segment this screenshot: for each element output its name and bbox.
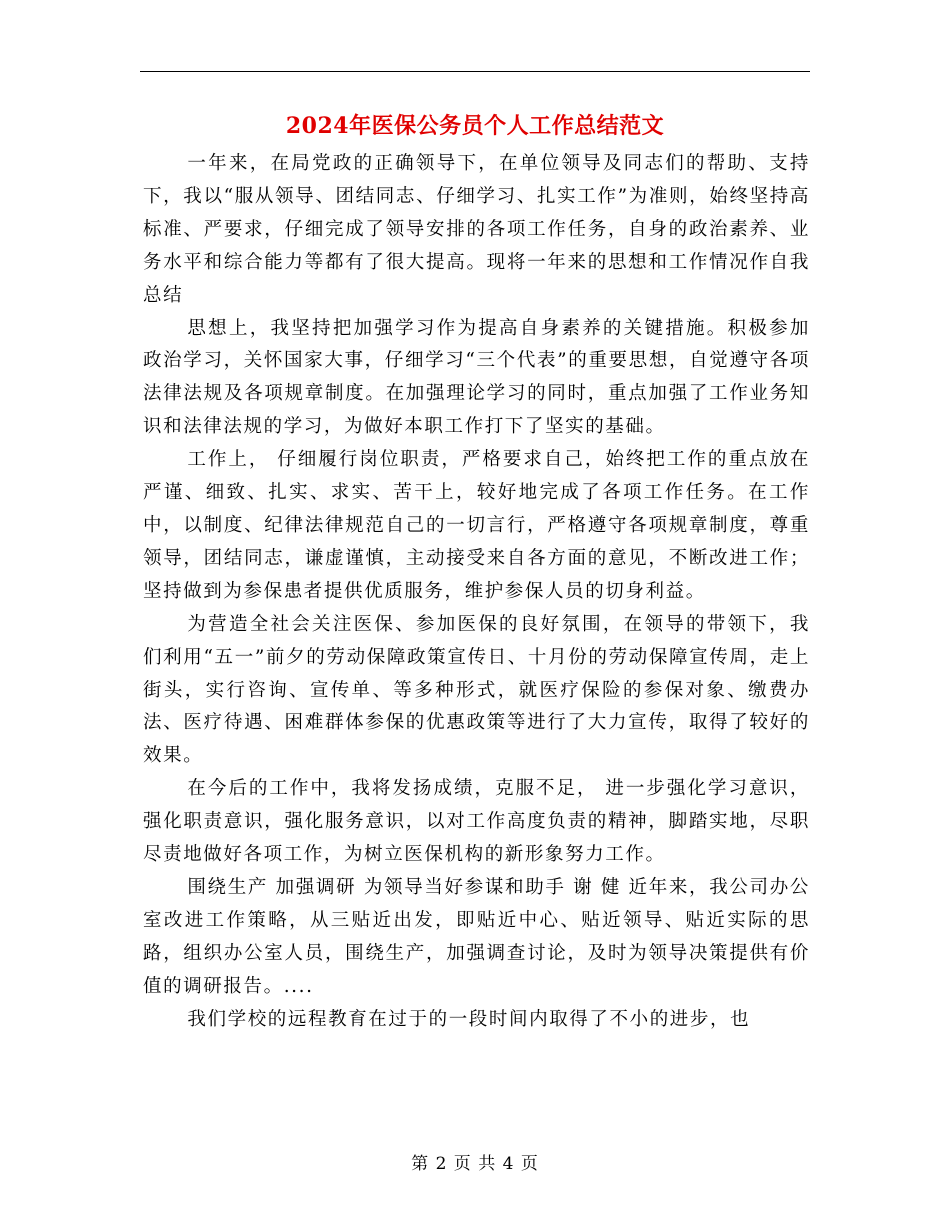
paragraph-thought: 思想上，我坚持把加强学习作为提高自身素养的关键措施。积极参加政治学习，关怀国家大事，仔细学习“三个代表”的重要思想，自觉遵守各项法律法规及各项规章制度。在加强理论学习的同时，重点加强了工作业务知识和法律法规的学习，为做好本职工作打下了坚实的基础。 (143, 317, 810, 438)
paragraph-research: 围绕生产 加强调研 为领导当好参谋和助手 谢 健 近年来，我公司办公室改进工作策略，从三贴近出发，即贴近中心、贴近领导、贴近实际的思路，组织办公室人员，围绕生产，加强调查讨论，及时为领导决策提供有价值的调研报告。.... (143, 876, 810, 997)
paragraph-publicity: 为营造全社会关注医保、参加医保的良好氛围，在领导的带领下，我们利用“五一”前夕的劳动保障政策宣传日、十月份的劳动保障宣传周，走上街头，实行咨询、宣传单、等多种形式，就医疗保险的参保对象、缴费办法、医疗待遇、困难群体参保的优惠政策等进行了大力宣传，取得了较好的效果。 (143, 613, 810, 767)
paragraph-school: 我们学校的远程教育在过于的一段时间内取得了不小的进步，也 (187, 1008, 751, 1030)
paragraph-work: 工作上， 仔细履行岗位职责，严格要求自己，始终把工作的重点放在严谨、细致、扎实、求实、苦干上，较好地完成了各项工作任务。在工作中，以制度、纪律法律规范自己的一切言行，严格遵守各项规章制度，尊重领导，团结同志，谦虚谨慎，主动接受来自各方面的意见，不断改进工作；坚持做到为参保患者提供优质服务，维护参保人员的切身利益。 (143, 449, 810, 602)
header-rule (140, 71, 810, 72)
paragraph-intro: 一年来，在局党政的正确领导下，在单位领导及同志们的帮助、支持下，我以“服从领导、团结同志、仔细学习、扎实工作”为准则，始终坚持高标准、严要求，仔细完成了领导安排的各项工作任务，自身的政治素养、业务水平和综合能力等都有了很大提高。现将一年来的思想和工作情况作自我总结 (143, 153, 810, 306)
document-title: 2024年医保公务员个人工作总结范文 (285, 113, 665, 139)
page-number: 第 2 页 共 4 页 (411, 1154, 539, 1174)
paragraph-future: 在今后的工作中，我将发扬成绩，克服不足， 进一步强化学习意识，强化职责意识，强化服务意识，以对工作高度负责的精神，脚踏实地，尽职尽责地做好各项工作，为树立医保机构的新形象努力工作。 (143, 778, 810, 866)
document-body (143, 148, 810, 1036)
